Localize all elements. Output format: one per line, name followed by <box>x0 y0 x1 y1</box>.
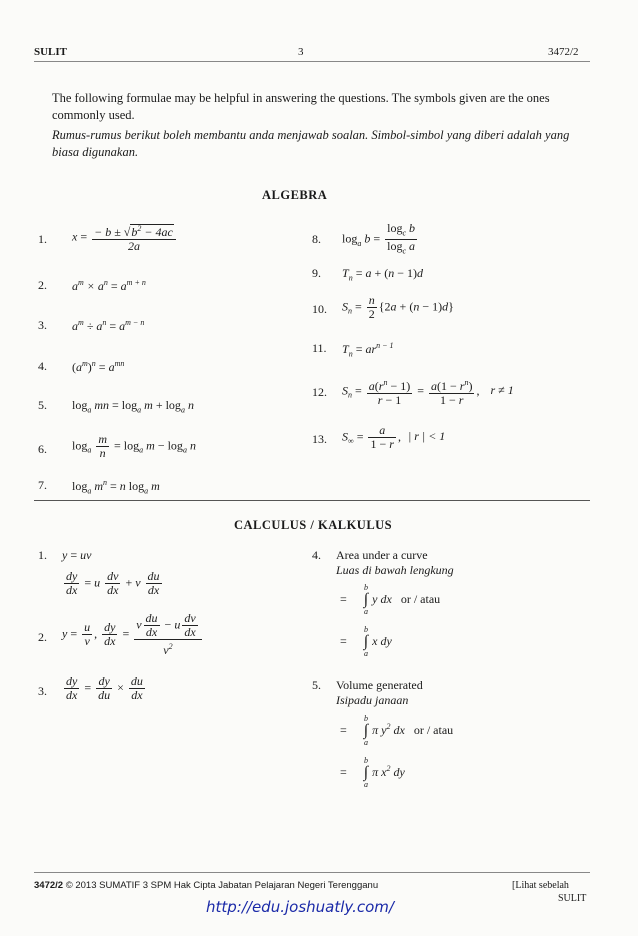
footer-sulit: SULIT <box>558 893 587 904</box>
volume-label-en: Volume generated <box>336 678 423 692</box>
formula-chain-rule: $\frac{dy}{dx}$ = $\frac{dy}{du}$ × $\frac{du}{dx}$ <box>66 674 143 702</box>
formula-num: 7. <box>38 478 47 492</box>
formula-num: 1. <box>38 548 47 562</box>
formula-gp-term: $T_n = ar^{n - 1}$ <box>342 341 394 359</box>
formula-num: 8. <box>312 232 321 246</box>
footer-copyright: © 2013 SUMATIF 3 SPM Hak Cipta Jabatan Pelajaran Negeri Terengganu <box>65 880 379 891</box>
formula-y-uv: y = uv <box>62 548 92 562</box>
intro-malay: Rumus-rumus berikut boleh membantu anda menjawab soalan. Simbol-simbol yang diberi adalah yang biasa digunakan. <box>52 128 570 159</box>
formula-log-product: $\log_a$ mn = $\log_a m + \log_a n$ <box>72 398 194 415</box>
footer-turn-over: [Lihat sebelah <box>512 880 569 891</box>
formula-index-multiply: $a^m \times a^n = a^{m + n}$ <box>72 278 146 293</box>
formula-num: 5. <box>38 398 47 412</box>
formula-index-power: $(a^m)^n = a^{mn}$ <box>72 359 125 374</box>
formula-num: 11. <box>312 341 327 355</box>
formula-num: 4. <box>38 359 47 373</box>
formula-num: 10. <box>312 302 327 316</box>
footer-rule <box>34 872 590 873</box>
formula-num: 4. <box>312 548 321 562</box>
formula-num: 12. <box>312 385 327 399</box>
infinity-condition: | r | < 1 <box>407 429 446 444</box>
formula-gp-infinity: $S_\infty$ = $\frac{a}{1 - r}$ , | r | < 1 <box>342 423 446 451</box>
formula-log-quotient: $\log_a$ $\frac{m}{n}$ = $\log_a m - \log_a n$ <box>72 432 196 460</box>
formula-num: 1. <box>38 232 47 246</box>
calculus-title: CALCULUS / KALKULUS <box>234 518 393 532</box>
paper-code: 3472/2 <box>548 46 579 58</box>
formula-gp-sum: $S_n$ = $\frac{a(r^n - 1)}{r - 1}$ = $\frac{a(1 - r^n)}{1 - r}$ , r ≠ 1 <box>342 378 514 407</box>
page-number: 3 <box>298 46 304 58</box>
header-rule <box>34 61 590 62</box>
formula-num: 3. <box>38 318 47 332</box>
formula-num: 2. <box>38 630 47 644</box>
formula-num: 13. <box>312 432 327 446</box>
footer-code: 3472/2 <box>34 880 64 891</box>
footer-copyright-line <box>34 880 378 891</box>
formula-quotient-rule: y = $\frac{u}{v}$ , $\frac{dy}{dx}$ = v $\frac{du}{dx}$ − u $\frac{dv}{dx}$ $v^2$ <box>62 612 204 657</box>
formula-num: 6. <box>38 442 47 456</box>
formula-area-x-dy: = b ∫ a x dy <box>340 625 392 658</box>
formula-num: 2. <box>38 278 47 292</box>
formula-volume-dy: = b ∫ a π $x^2$ dy <box>340 756 405 789</box>
gp-condition: r ≠ 1 <box>490 383 514 398</box>
formula-num: 3. <box>38 684 47 698</box>
formula-num: 9. <box>312 266 321 280</box>
or-label: or / atau <box>400 591 441 606</box>
algebra-title: ALGEBRA <box>262 188 328 202</box>
watermark-url[interactable]: http://edu.joshuatly.com/ <box>206 898 394 916</box>
volume-label-ms: Isipadu janaan <box>336 693 409 707</box>
section-rule <box>34 500 590 501</box>
formula-ap-term: $T_n = a + (n - 1)d$ <box>342 266 423 283</box>
header-sulit: SULIT <box>34 46 68 58</box>
area-label-en: Area under a curve <box>336 548 428 562</box>
area-label-ms: Luas di bawah lengkung <box>336 563 454 577</box>
formula-log-power: $\log_a m^n = n$ $\log_a m$ <box>72 478 160 496</box>
formula-volume-dx: = b ∫ a π $y^2$ dx or / atau <box>340 714 454 747</box>
formula-product-rule: $\frac{dy}{dx}$ = u $\frac{dv}{dx}$ + v $\frac{du}{dx}$ <box>66 569 160 597</box>
formula-index-divide: $a^m \div a^n = a^{m - n}$ <box>72 318 145 333</box>
or-label: or / atau <box>413 722 454 737</box>
formula-ap-sum: $S_n$ = $\frac{n}{2}$ {2a + (n − 1)d} <box>342 293 454 321</box>
formula-quadratic: x = $\frac{- b \pm √b^2 - 4ac}{2a}$ <box>72 222 178 253</box>
formula-change-base: $\log_a b$ = $\frac{\log_c b}{\log_c a}$ <box>342 221 416 256</box>
formula-area-y-dx: = b ∫ a y dx or / atau <box>340 583 441 616</box>
formula-num: 5. <box>312 678 321 692</box>
intro-english: The following formulae may be helpful in answering the questions. The symbols given are the ones commonly used. <box>52 91 550 122</box>
